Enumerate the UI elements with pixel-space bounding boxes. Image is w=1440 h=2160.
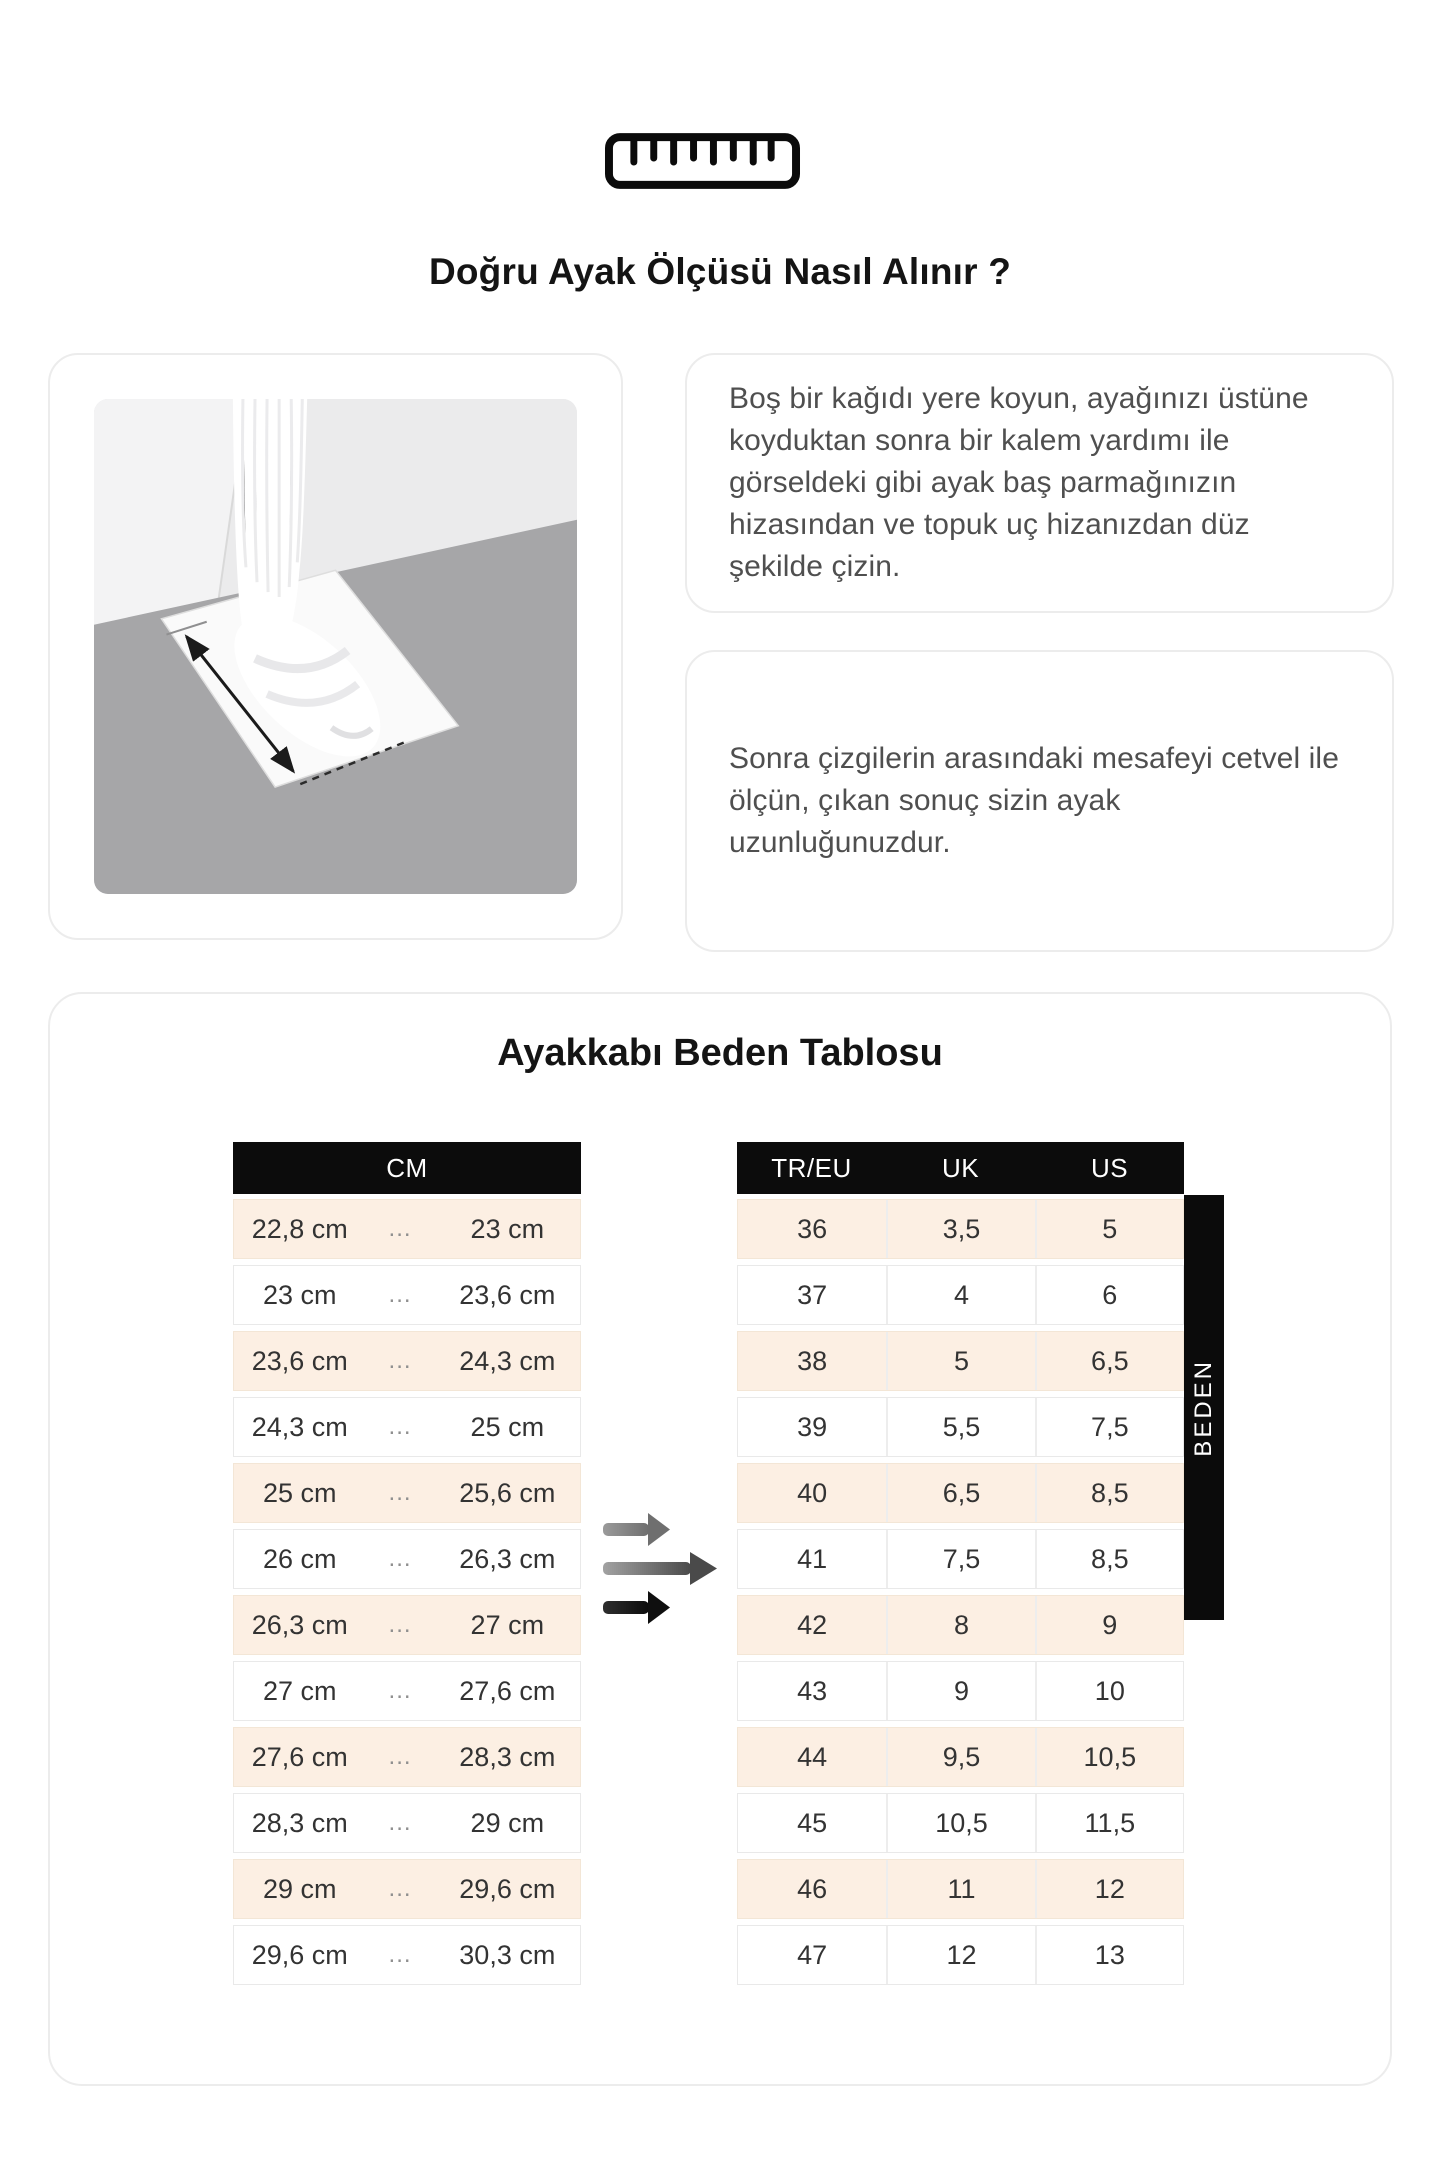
table-row (233, 1727, 581, 1787)
uk-size: 8 (886, 1596, 1034, 1654)
col-header-us: US (1090, 1152, 1129, 1183)
table-row (737, 1727, 1184, 1787)
us-size: 6,5 (1035, 1332, 1183, 1390)
uk-size: 6,5 (886, 1464, 1034, 1522)
table-row (233, 1397, 581, 1457)
cm-to-value: 24,3 cm (459, 1345, 556, 1376)
table-row (737, 1859, 1184, 1919)
cm-to-value: 29,6 cm (459, 1873, 556, 1904)
range-separator: ... (388, 1809, 412, 1836)
us-size: 12 (1035, 1860, 1183, 1918)
cm-from-value: 23,6 cm (251, 1345, 348, 1376)
table-row (737, 1661, 1184, 1721)
instruction-card-1 (685, 353, 1394, 613)
us-size: 5 (1035, 1200, 1183, 1258)
cm-from-value: 22,8 cm (251, 1213, 348, 1244)
uk-size: 9 (886, 1662, 1034, 1720)
us-size: 10,5 (1035, 1728, 1183, 1786)
table-row (737, 1925, 1184, 1985)
table-row (233, 1331, 581, 1391)
uk-size: 7,5 (886, 1530, 1034, 1588)
instruction-step-1: Boş bir kağıdı yere koyun, ayağınızı üstüne koyduktan sonra bir kalem yardımı ile görseldeki gibi ayak baş parmağınızın hizasından ve topuk uç hizanızdan düz şekilde çizin. (729, 382, 1309, 583)
us-size: 8,5 (1035, 1530, 1183, 1588)
table-row (737, 1463, 1184, 1523)
beden-label: BEDEN (1190, 1358, 1217, 1457)
cm-range-table (233, 1142, 581, 1991)
size-table-body (737, 1199, 1184, 1985)
instruction-step-2: Sonra çizgilerin arasındaki mesafeyi cetvel ile ölçün, çıkan sonuç sizin ayak uzunluğunuzdur. (729, 742, 1339, 859)
cm-from-value: 26,3 cm (251, 1609, 348, 1640)
table-row (737, 1331, 1184, 1391)
cm-from-value: 23 cm (262, 1279, 337, 1310)
cm-from-value: 26 cm (262, 1543, 337, 1574)
cm-from-value: 25 cm (262, 1477, 337, 1508)
cm-from-value: 28,3 cm (251, 1807, 348, 1838)
col-header-tr-eu: TR/EU (771, 1152, 852, 1183)
tr-eu-size: 42 (797, 1609, 828, 1640)
foot-measurement-photo-card (48, 353, 623, 940)
uk-size: 9,5 (886, 1728, 1034, 1786)
us-size: 8,5 (1035, 1464, 1183, 1522)
cm-to-value: 23 cm (470, 1213, 545, 1244)
ruler-icon (604, 132, 801, 190)
table-row (737, 1265, 1184, 1325)
foot-measurement-photo (94, 399, 577, 894)
us-size: 6 (1035, 1266, 1183, 1324)
table-row (233, 1529, 581, 1589)
range-separator: ... (388, 1215, 412, 1242)
tr-eu-size: 37 (797, 1279, 828, 1310)
conversion-arrows-icon (602, 1510, 720, 1628)
table-row (233, 1661, 581, 1721)
uk-size: 5,5 (886, 1398, 1034, 1456)
tr-eu-size: 47 (797, 1939, 828, 1970)
cm-from-value: 27 cm (262, 1675, 337, 1706)
cm-to-value: 27,6 cm (459, 1675, 556, 1706)
range-separator: ... (388, 1347, 412, 1374)
uk-size: 5 (886, 1332, 1034, 1390)
table-row (233, 1199, 581, 1259)
foot-on-paper-illustration (94, 399, 577, 894)
beden-side-bar (1184, 1195, 1224, 1620)
table-row (233, 1595, 581, 1655)
cm-to-value: 27 cm (470, 1609, 545, 1640)
us-size: 7,5 (1035, 1398, 1183, 1456)
cm-to-value: 29 cm (470, 1807, 545, 1838)
cm-to-value: 23,6 cm (459, 1279, 556, 1310)
uk-size: 10,5 (886, 1794, 1034, 1852)
cm-to-value: 25,6 cm (459, 1477, 556, 1508)
tr-eu-size: 44 (797, 1741, 828, 1772)
tr-eu-size: 36 (797, 1213, 828, 1244)
tr-eu-size: 41 (797, 1543, 828, 1574)
instruction-card-2 (685, 650, 1394, 952)
range-separator: ... (388, 1611, 412, 1638)
uk-size: 3,5 (886, 1200, 1034, 1258)
table-row (233, 1793, 581, 1853)
uk-size: 11 (886, 1860, 1034, 1918)
uk-size: 4 (886, 1266, 1034, 1324)
cm-from-value: 29,6 cm (251, 1939, 348, 1970)
us-size: 9 (1035, 1596, 1183, 1654)
us-size: 13 (1035, 1926, 1183, 1984)
arrow-top (603, 1513, 670, 1546)
range-separator: ... (388, 1941, 412, 1968)
col-header-uk: UK (941, 1152, 980, 1183)
cm-from-value: 29 cm (262, 1873, 337, 1904)
uk-size: 12 (886, 1926, 1034, 1984)
table-row (233, 1925, 581, 1985)
cm-to-value: 30,3 cm (459, 1939, 556, 1970)
table-row (737, 1595, 1184, 1655)
tr-eu-size: 38 (797, 1345, 828, 1376)
table-row (233, 1265, 581, 1325)
us-size: 11,5 (1035, 1794, 1183, 1852)
tr-eu-size: 40 (797, 1477, 828, 1508)
range-separator: ... (388, 1479, 412, 1506)
range-separator: ... (388, 1281, 412, 1308)
cm-to-value: 26,3 cm (459, 1543, 556, 1574)
arrow-middle (603, 1552, 717, 1585)
tr-eu-size: 45 (797, 1807, 828, 1838)
table-row (233, 1859, 581, 1919)
size-conversion-table (737, 1142, 1184, 1991)
size-table-title: Ayakkabı Beden Tablosu (497, 1032, 943, 1074)
range-separator: ... (388, 1875, 412, 1902)
range-separator: ... (388, 1545, 412, 1572)
table-row (737, 1199, 1184, 1259)
us-size: 10 (1035, 1662, 1183, 1720)
size-table-card (48, 992, 1392, 2086)
cm-from-value: 24,3 cm (251, 1411, 348, 1442)
range-separator: ... (388, 1677, 412, 1704)
cm-header-label: CM (386, 1152, 428, 1183)
table-row (737, 1793, 1184, 1853)
cm-to-value: 25 cm (470, 1411, 545, 1442)
arrow-bottom (603, 1591, 670, 1624)
cm-from-value: 27,6 cm (251, 1741, 348, 1772)
table-row (737, 1397, 1184, 1457)
table-row (233, 1463, 581, 1523)
tr-eu-size: 39 (797, 1411, 828, 1442)
cm-table-body (233, 1199, 581, 1985)
page-title: Doğru Ayak Ölçüsü Nasıl Alınır ? (428, 251, 1012, 292)
tr-eu-size: 46 (797, 1873, 828, 1904)
size-table-header (737, 1142, 1184, 1194)
range-separator: ... (388, 1743, 412, 1770)
cm-table-header (233, 1142, 581, 1194)
cm-to-value: 28,3 cm (459, 1741, 556, 1772)
range-separator: ... (388, 1413, 412, 1440)
table-row (737, 1529, 1184, 1589)
tr-eu-size: 43 (797, 1675, 828, 1706)
